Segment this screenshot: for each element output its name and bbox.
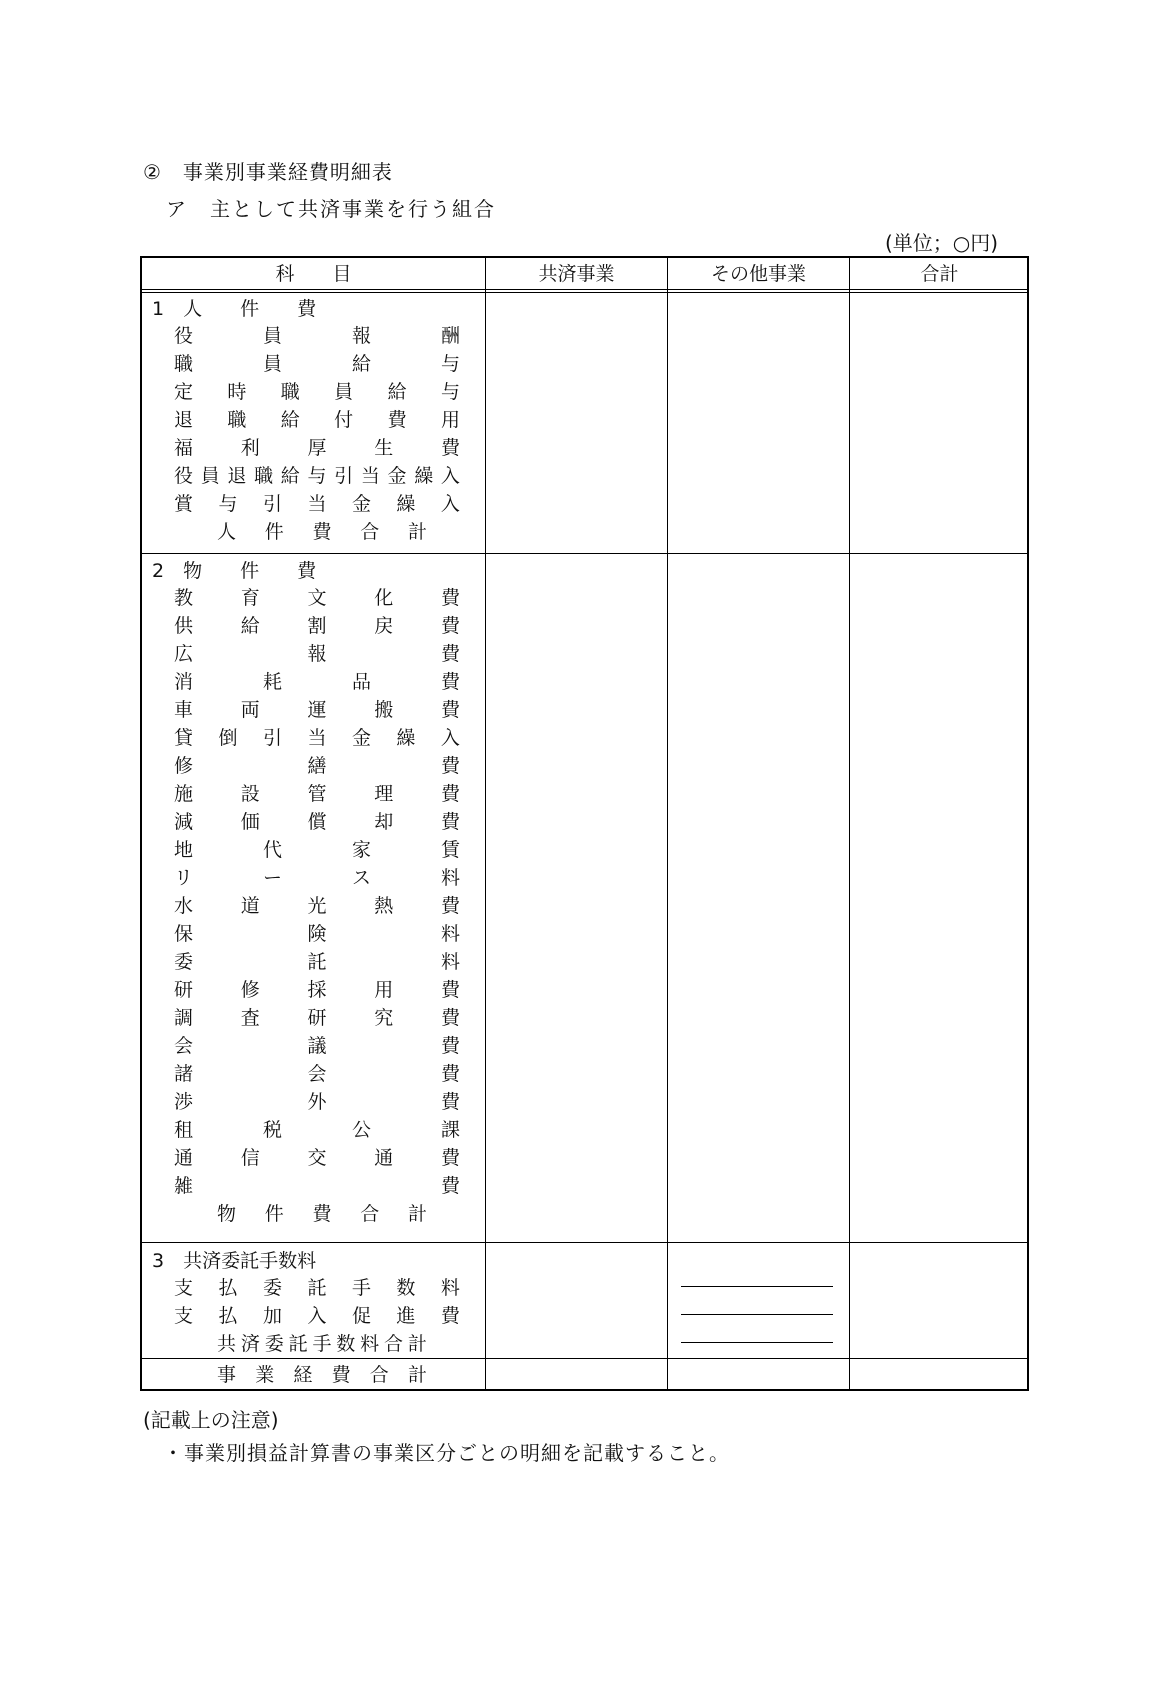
row-char: 払	[218, 1305, 238, 1327]
row-char: 地	[174, 839, 194, 861]
section-commission-label: 3 共済委託手数料	[152, 1250, 317, 1272]
row-label	[174, 892, 460, 920]
row-label	[174, 322, 460, 350]
section-personnel-label: 1 人 件 費	[152, 298, 317, 320]
list-item	[174, 640, 460, 668]
row-char: 委	[264, 1333, 284, 1355]
row-char: 料	[440, 951, 460, 973]
row-label	[174, 752, 460, 780]
list-item	[174, 1088, 460, 1116]
header-total: 合計	[920, 263, 959, 285]
row-label	[174, 1032, 460, 1060]
row-char: 公	[351, 1119, 371, 1141]
list-item	[174, 584, 460, 612]
list-item	[174, 1032, 460, 1060]
row-char: 合	[360, 521, 380, 543]
list-item	[174, 1116, 460, 1144]
row-char: 費	[440, 1147, 460, 1169]
row-char: 合	[384, 1333, 404, 1355]
row-char: 諸	[174, 1063, 194, 1085]
row-char: 険	[307, 923, 327, 945]
row-char: 進	[396, 1305, 416, 1327]
row-label	[174, 780, 460, 808]
row-char: 入	[440, 465, 460, 487]
row-char: 手	[312, 1333, 332, 1355]
section-divider	[142, 553, 1027, 554]
row-char: 定	[174, 381, 194, 403]
row-label	[174, 350, 460, 378]
header-other-business: その他事業	[710, 263, 806, 285]
row-char: 数	[336, 1333, 356, 1355]
row-char: 用	[374, 979, 394, 1001]
row-char: 租	[174, 1119, 194, 1141]
row-label	[174, 406, 460, 434]
row-label	[174, 976, 460, 1004]
row-char: 費	[440, 1091, 460, 1113]
row-char: 品	[351, 671, 371, 693]
row-char: 入	[307, 1305, 327, 1327]
row-char: 計	[407, 1203, 427, 1225]
row-char: 職	[174, 353, 194, 375]
row-char: 文	[307, 587, 327, 609]
row-char: 外	[307, 1091, 327, 1113]
row-char: 広	[174, 643, 194, 665]
list-item	[174, 780, 460, 808]
row-char: 料	[440, 867, 460, 889]
expense-table	[140, 256, 1029, 1391]
list-item	[174, 1172, 460, 1200]
row-char: 促	[351, 1305, 371, 1327]
list-item	[174, 1274, 460, 1302]
row-char: 金	[351, 493, 371, 515]
list-item	[174, 462, 460, 490]
list-item	[174, 976, 460, 1004]
row-char: 課	[440, 1119, 460, 1141]
row-char: 化	[374, 587, 394, 609]
row-char: 耗	[262, 671, 282, 693]
row-char: 託	[307, 951, 327, 973]
row-char: 費	[440, 755, 460, 777]
row-char: 給	[280, 409, 300, 431]
row-char: 計	[407, 1364, 427, 1386]
row-char: 調	[174, 1007, 194, 1029]
row-char: 保	[174, 923, 194, 945]
row-label	[174, 434, 460, 462]
row-char: 計	[407, 521, 427, 543]
row-char: 給	[280, 465, 300, 487]
row-char: 員	[200, 465, 220, 487]
row-char: 研	[174, 979, 194, 1001]
row-char: 渉	[174, 1091, 194, 1113]
row-char: 費	[440, 437, 460, 459]
row-char: 金	[387, 465, 407, 487]
row-char: 賞	[174, 493, 194, 515]
row-char: 人	[217, 521, 237, 543]
row-char: 教	[174, 587, 194, 609]
row-char: 件	[264, 1203, 284, 1225]
row-char: 報	[307, 643, 327, 665]
list-item	[174, 696, 460, 724]
row-label	[174, 640, 460, 668]
row-char: 光	[307, 895, 327, 917]
row-char: 貸	[174, 727, 194, 749]
section-divider	[142, 1358, 1027, 1359]
row-char: 修	[240, 979, 260, 1001]
list-item	[174, 434, 460, 462]
row-char: 委	[174, 951, 194, 973]
row-char: 引	[334, 465, 354, 487]
list-item	[174, 1004, 460, 1032]
row-char: 研	[307, 1007, 327, 1029]
row-char: 合	[360, 1203, 380, 1225]
list-item	[174, 668, 460, 696]
row-char: 会	[307, 1063, 327, 1085]
na-line	[681, 1314, 833, 1315]
row-char: 賃	[440, 839, 460, 861]
row-char: 繰	[396, 493, 416, 515]
row-char: ス	[351, 867, 371, 889]
row-char: 繰	[396, 727, 416, 749]
row-label	[174, 1274, 460, 1302]
row-char: 究	[374, 1007, 394, 1029]
row-char: 費	[440, 979, 460, 1001]
row-char: 費	[440, 811, 460, 833]
row-label	[174, 490, 460, 518]
row-char: 議	[307, 1035, 327, 1057]
row-char: 給	[351, 353, 371, 375]
row-char: 管	[307, 783, 327, 805]
row-char: 費	[440, 1063, 460, 1085]
row-char: 採	[307, 979, 327, 1001]
row-char: 戻	[374, 615, 394, 637]
list-item	[174, 378, 460, 406]
row-char: 給	[387, 381, 407, 403]
row-char: リ	[174, 867, 194, 889]
row-char: ー	[262, 867, 282, 889]
row-label	[174, 668, 460, 696]
row-label	[174, 612, 460, 640]
row-char: 水	[174, 895, 194, 917]
row-label	[174, 584, 460, 612]
row-label	[174, 864, 460, 892]
list-item	[174, 350, 460, 378]
row-char: 引	[262, 493, 282, 515]
list-item	[174, 836, 460, 864]
row-char: 費	[440, 587, 460, 609]
row-char: 交	[307, 1147, 327, 1169]
row-char: 費	[440, 1035, 460, 1057]
row-char: 員	[262, 325, 282, 347]
row-label	[174, 808, 460, 836]
row-label	[174, 1144, 460, 1172]
row-char: 支	[174, 1277, 194, 1299]
document-subtitle: ア 主として共済事業を行う組合	[166, 197, 496, 221]
row-char: 費	[440, 671, 460, 693]
row-label	[174, 1172, 460, 1200]
row-label	[217, 1361, 427, 1389]
row-char: 費	[387, 409, 407, 431]
row-char: 退	[174, 409, 194, 431]
list-item	[174, 864, 460, 892]
row-char: 繰	[414, 465, 434, 487]
row-char: 計	[407, 1333, 427, 1355]
row-char: 車	[174, 699, 194, 721]
row-char: 料	[360, 1333, 380, 1355]
list-item	[174, 892, 460, 920]
row-char: 業	[255, 1364, 275, 1386]
row-char: 当	[307, 493, 327, 515]
row-char: 用	[440, 409, 460, 431]
row-char: 事	[217, 1364, 237, 1386]
row-char: 価	[240, 811, 260, 833]
row-char: 雑	[174, 1175, 194, 1197]
row-char: 報	[351, 325, 371, 347]
row-char: 代	[262, 839, 282, 861]
row-char: 厚	[307, 437, 327, 459]
row-char: 職	[254, 465, 274, 487]
row-char: 設	[240, 783, 260, 805]
list-item	[174, 322, 460, 350]
row-label	[174, 920, 460, 948]
row-char: 与	[440, 353, 460, 375]
row-char: 消	[174, 671, 194, 693]
row-char: 倒	[218, 727, 238, 749]
row-char: 加	[262, 1305, 282, 1327]
row-char: 数	[396, 1277, 416, 1299]
row-char: 費	[440, 783, 460, 805]
row-label	[174, 1302, 460, 1330]
row-char: 当	[360, 465, 380, 487]
row-label	[174, 378, 460, 406]
row-char: 済	[240, 1333, 260, 1355]
row-char: 付	[334, 409, 354, 431]
row-char: 入	[440, 727, 460, 749]
row-char: 共	[217, 1333, 237, 1355]
row-char: 員	[334, 381, 354, 403]
row-char: 福	[174, 437, 194, 459]
row-char: 費	[440, 699, 460, 721]
row-label	[174, 948, 460, 976]
list-item	[174, 1060, 460, 1088]
row-char: 査	[240, 1007, 260, 1029]
row-char: 役	[174, 325, 194, 347]
row-char: 費	[440, 895, 460, 917]
row-char: 通	[174, 1147, 194, 1169]
row-char: 理	[374, 783, 394, 805]
row-char: 家	[351, 839, 371, 861]
row-char: 払	[218, 1277, 238, 1299]
row-char: 支	[174, 1305, 194, 1327]
row-char: 費	[440, 1007, 460, 1029]
notes-item: ・事業別損益計算書の事業区分ごとの明細を記載すること。	[163, 1441, 730, 1465]
row-char: 引	[262, 727, 282, 749]
row-label	[174, 1060, 460, 1088]
row-char: 運	[307, 699, 327, 721]
row-char: 職	[227, 409, 247, 431]
row-char: 通	[374, 1147, 394, 1169]
col-divider	[849, 258, 850, 1389]
row-char: 時	[227, 381, 247, 403]
row-label	[174, 724, 460, 752]
row-char: 費	[331, 1364, 351, 1386]
row-char: 償	[307, 811, 327, 833]
row-char: 委	[262, 1277, 282, 1299]
na-line	[681, 1286, 833, 1287]
notes-heading: (記載上の注意)	[143, 1408, 279, 1432]
list-item	[174, 490, 460, 518]
row-char: 生	[374, 437, 394, 459]
row-char: 修	[174, 755, 194, 777]
row-char: 費	[440, 1175, 460, 1197]
row-char: 経	[293, 1364, 313, 1386]
row-char: 育	[240, 587, 260, 609]
row-label	[217, 1330, 427, 1358]
row-char: 料	[440, 1277, 460, 1299]
row-char: 費	[440, 643, 460, 665]
row-char: 減	[174, 811, 194, 833]
row-char: 物	[217, 1203, 237, 1225]
row-char: 税	[262, 1119, 282, 1141]
row-label	[174, 836, 460, 864]
row-char: 費	[312, 521, 332, 543]
row-char: 託	[307, 1277, 327, 1299]
list-item	[174, 1144, 460, 1172]
row-label	[217, 518, 427, 546]
row-char: 手	[351, 1277, 371, 1299]
col-divider	[485, 258, 486, 1389]
header-account: 科 目	[275, 263, 352, 285]
na-line	[681, 1342, 833, 1343]
row-char: 金	[351, 727, 371, 749]
col-divider	[667, 258, 668, 1389]
row-char: 会	[174, 1035, 194, 1057]
row-char: 当	[307, 727, 327, 749]
row-char: 給	[240, 615, 260, 637]
row-char: 費	[440, 615, 460, 637]
row-char: 却	[374, 811, 394, 833]
row-char: 搬	[374, 699, 394, 721]
row-char: 合	[369, 1364, 389, 1386]
subtotal-row	[217, 1330, 427, 1358]
row-label	[174, 1116, 460, 1144]
row-char: 両	[240, 699, 260, 721]
row-char: 道	[240, 895, 260, 917]
row-char: 信	[240, 1147, 260, 1169]
subtotal-row	[217, 1200, 427, 1228]
header-mutual-aid: 共済事業	[538, 263, 615, 285]
grand-total-row	[217, 1361, 427, 1389]
row-char: 与	[440, 381, 460, 403]
section-material-label: 2 物 件 費	[152, 560, 317, 582]
unit-label: (単位；○円)	[885, 231, 999, 255]
row-char: 料	[440, 923, 460, 945]
row-char: 託	[288, 1333, 308, 1355]
list-item	[174, 920, 460, 948]
row-char: 入	[440, 493, 460, 515]
row-label	[174, 1088, 460, 1116]
list-item	[174, 724, 460, 752]
row-char: 熱	[374, 895, 394, 917]
row-label	[217, 1200, 427, 1228]
row-char: 役	[174, 465, 194, 487]
row-label	[174, 462, 460, 490]
list-item	[174, 808, 460, 836]
row-char: 繕	[307, 755, 327, 777]
subtotal-row	[217, 518, 427, 546]
row-char: 職	[280, 381, 300, 403]
row-char: 割	[307, 615, 327, 637]
row-char: 費	[440, 1305, 460, 1327]
list-item	[174, 752, 460, 780]
row-char: 費	[312, 1203, 332, 1225]
list-item	[174, 612, 460, 640]
row-char: 件	[264, 521, 284, 543]
row-char: 供	[174, 615, 194, 637]
row-char: 利	[240, 437, 260, 459]
row-label	[174, 696, 460, 724]
row-char: 施	[174, 783, 194, 805]
list-item	[174, 948, 460, 976]
list-item	[174, 406, 460, 434]
row-label	[174, 1004, 460, 1032]
row-char: 与	[307, 465, 327, 487]
list-item	[174, 1302, 460, 1330]
row-char: 与	[218, 493, 238, 515]
row-char: 酬	[440, 325, 460, 347]
row-char: 退	[227, 465, 247, 487]
row-char: 員	[262, 353, 282, 375]
document-title: ② 事業別事業経費明細表	[143, 160, 393, 184]
section-divider	[142, 1242, 1027, 1243]
header-rule	[142, 292, 1027, 293]
